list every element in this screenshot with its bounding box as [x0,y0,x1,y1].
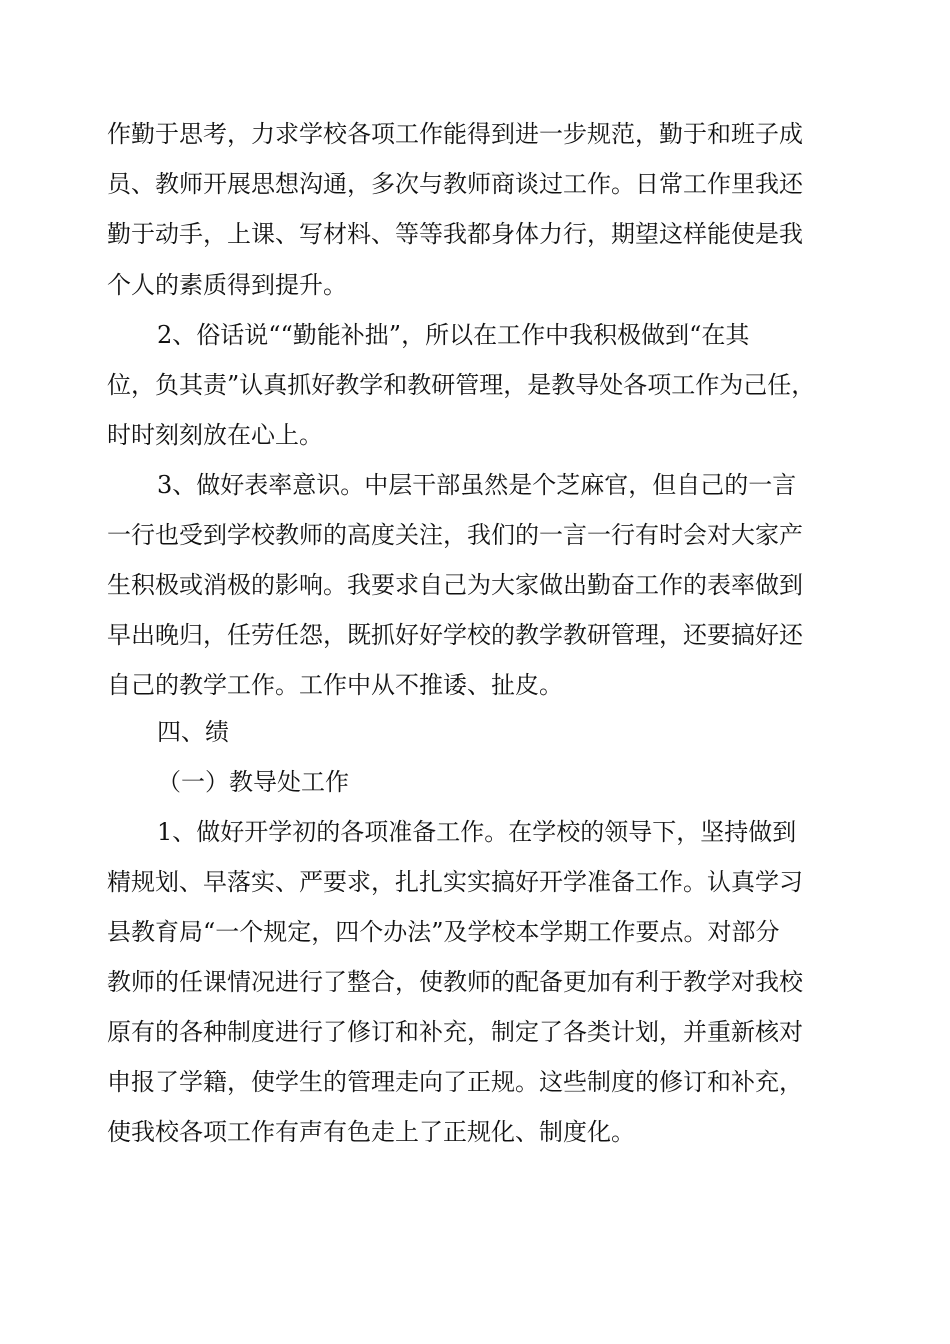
text-line: 2、俗话说““勤能补拙”，所以在工作中我积极做到“在其 [157,321,750,349]
text-line: 自己的教学工作。工作中从不推诿、扯皮。 [107,671,563,699]
text-line: 县教育局“一个规定，四个办法”及学校本学期工作要点。对部分 [107,918,780,946]
text-line: 勤于动手，上课、写材料、等等我都身体力行，期望这样能使是我 [107,220,803,248]
text-line: 作勤于思考，力求学校各项工作能得到进一步规范，勤于和班子成 [107,120,803,148]
text-line: 教师的任课情况进行了整合，使教师的配备更加有利于教学对我校 [107,968,803,996]
text-line: 申报了学籍，使学生的管理走向了正规。这些制度的修订和补充， [107,1068,803,1096]
text-line: 精规划、早落实、严要求，扎扎实实搞好开学准备工作。认真学习 [107,868,803,896]
text-line: 时时刻刻放在心上。 [107,421,323,449]
text-line: 生积极或消极的影响。我要求自己为大家做出勤奋工作的表率做到 [107,571,803,599]
text-line: 早出晚归，任劳任怨，既抓好好学校的教学教研管理，还要搞好还 [107,621,803,649]
text-line: 原有的各种制度进行了修订和补充，制定了各类计划，并重新核对 [107,1018,803,1046]
text-line: 3、做好表率意识。中层干部虽然是个芝麻官，但自己的一言 [157,471,797,499]
subheading-text: （一）教导处工作 [157,768,349,796]
text-line: 个人的素质得到提升。 [107,271,347,299]
text-line: 员、教师开展思想沟通，多次与教师商谈过工作。日常工作里我还 [107,170,803,198]
text-line: 位，负其责”认真抓好教学和教研管理，是教导处各项工作为己任， [107,371,816,399]
text-line: 使我校各项工作有声有色走上了正规化、制度化。 [107,1118,635,1146]
heading-text: 四、绩 [157,718,229,746]
text-line: 一行也受到学校教师的高度关注，我们的一言一行有时会对大家产 [107,521,803,549]
text-line: 1、做好开学初的各项准备工作。在学校的领导下，坚持做到 [157,818,797,846]
